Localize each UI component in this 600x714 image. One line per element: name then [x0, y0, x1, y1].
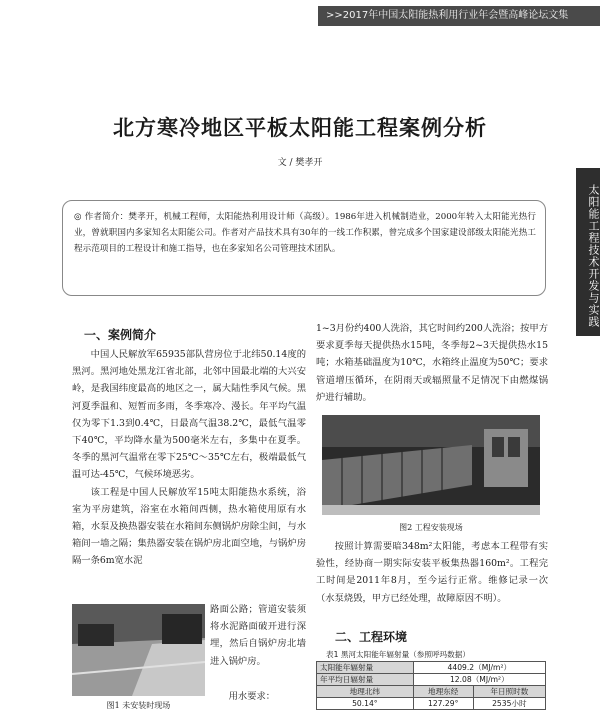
table-cell: 年平均日辐射量	[317, 674, 414, 686]
site-before-install-image	[72, 604, 205, 696]
table-header-cell: 年日照时数	[473, 686, 545, 698]
section-heading-1: 一、案例简介	[84, 328, 157, 342]
left-column-wrap-text	[210, 601, 306, 670]
figure-1-photo	[72, 604, 205, 696]
section1-paragraph-2-wrap: 路面公路；管道安装须将水泥路面破开进行深埋，然后自锅炉房北墙进入锅炉房。	[210, 604, 306, 667]
table-cell: 2535小时	[473, 698, 545, 710]
right-column-text-top	[316, 320, 548, 406]
running-header: >>2017年中国太阳能热利用行业年会暨高峰论坛文集	[318, 6, 600, 26]
site-installation-image	[322, 415, 540, 515]
right-paragraph-1: 1~3月份约400人洗浴，其它时间约200人洗浴；按甲方要求夏季每天提供热水15吨，冬季每2~3天提供热水15吨；水箱基础温度为10℃，水箱终止温度为50℃；要求管道增压循环，在阴雨天或辐照量不足情况下由燃煤锅炉进行辅助。	[316, 323, 548, 403]
table-header-cell: 地理北纬	[317, 686, 414, 698]
figure-1-caption: 图1 未安装时现场	[106, 701, 171, 710]
water-demand-lead	[210, 688, 306, 705]
table-cell: 4409.2（MJ/m²）	[413, 662, 545, 674]
section1-paragraph-2: 该工程是中国人民解放军15吨太阳能热水系统，浴室为平房建筑，浴室在水箱间西侧，热水箱使用原有水箱，水泵及换热器安装在水箱间东侧锅炉房除尘间，与水箱间一墙之隔；集热器安装在锅炉房北面空地，与锅炉房隔一条6m宽水泥	[72, 486, 306, 567]
section1-paragraph-3-start: 用水要求：	[228, 691, 276, 702]
section-heading-2: 二、工程环境	[335, 630, 408, 644]
right-paragraph-2: 按照计算需要暗348m²太阳能，考虑本工程带有实验性，经协商一期实际安装平板集热器160m²。工程完工时间是2011年8月，至今运行正常。维修记录一次（水泵烧毁，甲方已经处理，故障原因不明）。	[316, 541, 548, 604]
article-author: 文 / 樊孝开	[277, 158, 323, 168]
table-header-row	[317, 686, 546, 698]
author-intro-text: ◎ 作者简介：樊孝开，机械工程师，太阳能热利用设计师（高级）。1986年进入机械制造业，2000年转入太阳能光热行业，曾就职国内多家知名太阳能公司。作者对产品技术具有30年的一线工作积累，曾完成多个国家建设部级太阳能光热工程示范项目的工程设计和施工指导，也在多家知名公司管理技术团队。	[74, 212, 536, 254]
table-row	[317, 698, 546, 710]
side-section-tab: 太阳能工程技术开发与实践	[576, 168, 600, 336]
left-column-text	[72, 346, 306, 570]
table-1-caption: 表1 黑河太阳能年辐射量（参照呼玛数据）	[326, 650, 470, 659]
radiation-table	[316, 661, 546, 710]
article-title: 北方寒冷地区平板太阳能工程案例分析	[113, 115, 487, 140]
table-cell: 12.08（MJ/m²）	[413, 674, 545, 686]
figure-2-caption: 图2 工程安装现场	[399, 523, 463, 532]
section1-paragraph-1: 中国人民解放军65935部队营房位于北纬50.14度的黑河。黑河地处黑龙江省北部，北邻中国最北端的大兴安岭，是我国纬度最高的地区之一，属大陆性季风气候。黑河夏季温和、短暂而多雨，冬季寒冷、漫长。年平均气温仅为零下1.3到0.4℃，日最高气温38.2℃，最低气温零下40℃，平均降水量为500毫米左右，多集中在夏季。冬季的黑河气温常在零下25℃～35℃左右，极端最低气温可达-45℃，气候环境恶劣。	[72, 349, 306, 481]
figure-2-photo	[322, 415, 540, 515]
table-header-cell: 地理东经	[413, 686, 473, 698]
table-cell: 50.14°	[317, 698, 414, 710]
table-cell: 127.29°	[413, 698, 473, 710]
table-row	[317, 674, 546, 686]
right-column-text-bottom	[316, 538, 548, 607]
table-row	[317, 662, 546, 674]
table-cell: 太阳能年辐射量	[317, 662, 414, 674]
